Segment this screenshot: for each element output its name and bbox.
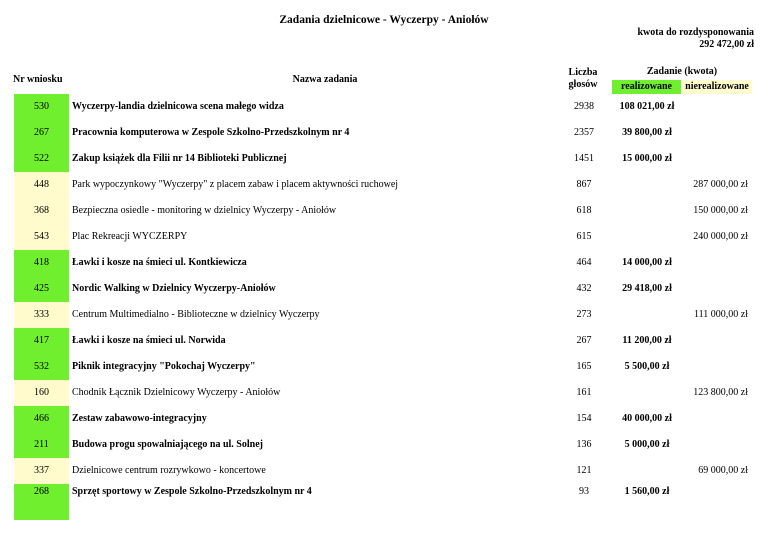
- task-table: [14, 94, 754, 520]
- row-amount-not-realized: 123 800,00 zł: [693, 387, 748, 398]
- table-row: [14, 432, 754, 458]
- table-row: [14, 276, 754, 302]
- row-task-name: Plac Rekreacji WYCZERPY: [72, 231, 188, 242]
- table-row: [14, 172, 754, 198]
- row-task-name: Ławki i kosze na śmieci ul. Norwida: [72, 335, 226, 346]
- row-amount-not-realized: 240 000,00 zł: [693, 231, 748, 242]
- header-votes-line2: głosów: [568, 79, 598, 90]
- table-row: [14, 198, 754, 224]
- row-votes: 161: [576, 387, 592, 398]
- budget-info: [637, 27, 754, 51]
- header-name: Nazwa zadania: [292, 74, 358, 85]
- row-votes: 464: [576, 257, 592, 268]
- row-number: 466: [14, 406, 69, 432]
- header-task-amount: Zadanie (kwota): [646, 66, 718, 77]
- row-votes: 2938: [574, 101, 594, 112]
- row-number: 448: [14, 172, 69, 198]
- row-votes: 121: [576, 465, 592, 476]
- row-amount-realized: 11 200,00 zł: [622, 335, 672, 346]
- table-row: [14, 406, 754, 432]
- row-task-name: Ławki i kosze na śmieci ul. Kontkiewicza: [72, 257, 247, 268]
- header-votes-line1: Liczba: [568, 67, 598, 78]
- row-number: 267: [14, 120, 69, 146]
- row-votes: 154: [576, 413, 592, 424]
- row-amount-realized: 39 800,00 zł: [622, 127, 672, 138]
- row-number: 211: [14, 432, 69, 458]
- row-amount-not-realized: 287 000,00 zł: [693, 179, 748, 190]
- row-number: 532: [14, 354, 69, 380]
- row-task-name: Park wypoczynkowy "Wyczerpy" z placem zabaw i placem aktywności ruchowej: [72, 179, 399, 190]
- table-row: [14, 380, 754, 406]
- row-number: 417: [14, 328, 69, 354]
- row-task-name: Zakup książek dla Filii nr 14 Biblioteki Publicznej: [72, 153, 287, 164]
- legend-realized: realizowane: [612, 80, 681, 94]
- budget-label: kwota do rozdysponowania: [637, 27, 754, 38]
- row-amount-realized: 1 560,00 zł: [624, 486, 670, 497]
- row-votes: 1451: [574, 153, 594, 164]
- row-task-name: Zestaw zabawowo-integracyjny: [72, 413, 207, 424]
- row-number: 543: [14, 224, 69, 250]
- row-amount-realized: 108 021,00 zł: [619, 101, 675, 112]
- table-row: [14, 120, 754, 146]
- row-amount-not-realized: 150 000,00 zł: [693, 205, 748, 216]
- row-number: 368: [14, 198, 69, 224]
- row-task-name: Bezpieczna osiedle - monitoring w dzielnicy Wyczerpy - Aniołów: [72, 205, 337, 216]
- row-number: 425: [14, 276, 69, 302]
- page-title: Zadania dzielnicowe - Wyczerpy - Aniołów: [279, 14, 489, 26]
- row-number: 337: [14, 458, 69, 484]
- table-row: [14, 458, 754, 484]
- row-number: 418: [14, 250, 69, 276]
- row-number: 268: [14, 484, 69, 520]
- row-task-name: Centrum Multimedialno - Biblioteczne w dzielnicy Wyczerpy: [72, 309, 320, 320]
- table-row: [14, 146, 754, 172]
- table-row: [14, 484, 754, 520]
- row-number: 160: [14, 380, 69, 406]
- row-number: 522: [14, 146, 69, 172]
- row-task-name: Piknik integracyjny "Pokochaj Wyczerpy": [72, 361, 256, 372]
- header-votes: [560, 67, 606, 91]
- row-amount-realized: 15 000,00 zł: [622, 153, 672, 164]
- row-amount-realized: 40 000,00 zł: [622, 413, 672, 424]
- row-votes: 273: [576, 309, 592, 320]
- table-row: [14, 224, 754, 250]
- row-votes: 2357: [574, 127, 594, 138]
- table-row: [14, 302, 754, 328]
- row-votes: 165: [576, 361, 592, 372]
- row-votes: 432: [576, 283, 592, 294]
- legend-not-realized: nierealizowane: [682, 80, 752, 94]
- row-task-name: Chodnik Łącznik Dzielnicowy Wyczerpy - Aniołów: [72, 387, 281, 398]
- row-task-name: Wyczerpy-landia dzielnicowa scena małego widza: [72, 101, 284, 112]
- row-amount-realized: 29 418,00 zł: [622, 283, 672, 294]
- row-task-name: Budowa progu spowalniającego na ul. Solnej: [72, 439, 263, 450]
- row-votes: 615: [576, 231, 592, 242]
- row-votes: 618: [576, 205, 592, 216]
- table-row: [14, 354, 754, 380]
- row-votes: 93: [579, 486, 589, 497]
- row-number: 333: [14, 302, 69, 328]
- table-row: [14, 94, 754, 120]
- row-number: 530: [14, 94, 69, 120]
- table-row: [14, 328, 754, 354]
- row-task-name: Nordic Walking w Dzielnicy Wyczerpy-Aniołów: [72, 283, 276, 294]
- row-votes: 867: [576, 179, 592, 190]
- row-amount-not-realized: 111 000,00 zł: [694, 309, 748, 320]
- row-task-name: Pracownia komputerowa w Zespole Szkolno-Przedszkolnym nr 4: [72, 127, 350, 138]
- header-nr: Nr wniosku: [13, 74, 63, 85]
- row-votes: 267: [576, 335, 592, 346]
- row-amount-realized: 14 000,00 zł: [622, 257, 672, 268]
- row-task-name: Sprzęt sportowy w Zespole Szkolno-Przedszkolnym nr 4: [72, 486, 312, 497]
- row-amount-realized: 5 500,00 zł: [624, 361, 670, 372]
- row-amount-realized: 5 000,00 zł: [624, 439, 670, 450]
- row-amount-not-realized: 69 000,00 zł: [698, 465, 748, 476]
- table-row: [14, 250, 754, 276]
- row-votes: 136: [576, 439, 592, 450]
- row-task-name: Dzielnicowe centrum rozrywkowo - koncertowe: [72, 465, 266, 476]
- budget-value: 292 472,00 zł: [699, 39, 754, 50]
